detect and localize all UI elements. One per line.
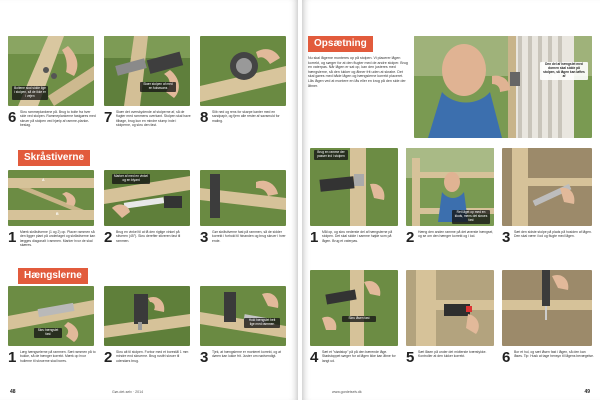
section-header-skraastiverne: Skråstiverne <box>18 150 90 166</box>
caption-step-7: Skær det overskydende af stolperne af, så de flugter med rammens overkant. Stolpen skal have tilbage, brug kun en mindre stump inde i stolperne, og skru den fast. <box>116 110 191 127</box>
caption-setup-2: Hæng den anden ramme på det øverste hængsel, og se om den hænger korrekt og i lod. <box>418 230 494 239</box>
left-page <box>0 0 298 400</box>
caption-hinge-1: Læg hængselerne på rammen. Sæt rammen på to bukke, så de hænger korrekt. Mærk op hvor hullerne til skruerne skal bores. <box>20 350 96 363</box>
tag-step-6: Boltene skal sidde lige i stolpen, så de ikke er i vejen <box>12 86 48 100</box>
page-number-right: 49 <box>584 389 590 395</box>
section-header-haengslerne: Hængslerne <box>18 268 88 284</box>
photo-hinge-2 <box>104 286 190 346</box>
caption-step-8: Slib ned og rens for skarpe kanter med en sandpapir, og fjern alle rester af savsmuld for maling. <box>212 110 280 123</box>
photo-brace-1 <box>8 170 94 226</box>
photo-step-7 <box>104 36 190 106</box>
callout-hinge: Den del af hængslet med dornen skal sidde på stolpen, så lågen kan løftes af <box>540 62 588 80</box>
caption-setup-3: Sæt den sidste stolpe på plads på hosiden af lågen. Den skal være i lod og flugte med lågen. <box>514 230 592 239</box>
step-num-brace-2: 2 <box>104 229 113 246</box>
intro-text: Nu skal lågerne monteres op på stolpen. Vi placerer lågen korrekt, og sørger for at den flugter med de andre stolper. Brug en vaterpas. Når lågen er sat op, kan den justeres med hængslerne, så den lukker og åbner frit uden at skrabe. Det skal gøres med både lågen og hængslerne korrekt placeret. Lås lågen ved at montere en lås eller en krog på den side der åbner. <box>308 56 408 88</box>
caption-brace-1: Mærk skråstiverne (1 og 2) op. Placer rammen så den ligger plant på underlaget og skråstiverne kan lægges diagonalt i rammen. Marker hvor de skal skæres. <box>20 230 96 247</box>
step-num-7: 7 <box>104 109 113 126</box>
photo-hinge-3 <box>200 286 286 346</box>
photo-brace-3 <box>200 170 286 226</box>
photo-setup-5 <box>406 270 494 346</box>
step-num-setup-1: 1 <box>310 229 319 246</box>
caption-setup-4: Sæt et "stødstop" på på den bærende låge. Stødstoppet sørger for at lågen ikke kan åbne for langt ud. <box>322 350 396 363</box>
step-num-setup-5: 5 <box>406 349 415 366</box>
section-header-opsaetning: Opsætning <box>308 36 373 52</box>
caption-setup-5: Sæt låsen på under det midterste tværstykke. Kontroller at den lukker korrekt. <box>418 350 487 359</box>
tag-setup-1: Brug en ramme der passer ind i stolpen <box>314 150 348 160</box>
tag-brace-2: Marker af med en vinkel og en blyant <box>114 174 149 182</box>
step-num-setup-4: 4 <box>310 349 319 366</box>
photo-setup-4 <box>310 270 398 346</box>
caption-hinge-3: Tjek, at hængslerne er monteret korrekt, og at døren kan lukke frit. Juster om nødvendigt. <box>212 350 281 359</box>
step-num-brace-1: 1 <box>8 229 17 246</box>
step-num-hinge-3: 3 <box>200 349 209 366</box>
photo-opsaetning-main <box>414 36 592 138</box>
tag-setup-4: Skru låsen fast <box>342 316 376 322</box>
tag-setup-2: Ret låget op med en klods, mens det skrues fast <box>452 210 490 224</box>
page-number-left: 48 <box>10 389 16 395</box>
photo-setup-3 <box>502 148 592 226</box>
step-num-setup-6: 6 <box>502 349 511 366</box>
step-num-brace-3: 3 <box>200 229 209 246</box>
caption-brace-2: Brug en vinkel til at få den rigtige vinkel på stiveren (45°). Skru derefter stiveren fast til rammen. <box>116 230 181 243</box>
step-num-6: 6 <box>8 109 17 126</box>
footer-right: www.gordetselv.dk <box>332 390 362 394</box>
step-num-hinge-2: 2 <box>104 349 113 366</box>
caption-brace-3: Gør skråstiverne fast på rammen, så de sidder korrekt i forhold til hinanden og brug skruer i hver ende. <box>212 230 286 243</box>
step-num-setup-3: 3 <box>502 229 511 246</box>
photo-setup-6 <box>502 270 592 346</box>
step-num-setup-2: 2 <box>406 229 415 246</box>
label-b: B <box>56 212 59 216</box>
caption-step-6: Skru rammeplankene på. Brug to bolte fra hver side ved stolpen. Rammeplankerne fastgøres med skruer på stolpen ved hjælp af ramme-planke-beslag. <box>20 110 96 127</box>
caption-hinge-2: Skru alt til stolpen. Forbor med et borestål 1 mm mindre end skruerne. Brug rustfri skruer til udendørs brug. <box>116 350 189 363</box>
step-num-hinge-1: 1 <box>8 349 17 366</box>
caption-setup-6: Bor et hul, og sæt låsen fast i lågen, så den kan låses. Tip: Husk at tage hensyn til lågens bevægelse. <box>514 350 594 359</box>
tag-hinge-1: Skru hængslet fast <box>34 328 62 338</box>
photo-step-8 <box>200 36 286 106</box>
footer-left: Gør-det-selv · 2014 <box>112 390 144 394</box>
tag-hinge-3: Hold hængslet helt lige med rammen <box>244 318 280 328</box>
label-a: A <box>42 178 45 182</box>
right-page <box>302 0 600 400</box>
tag-step-7: Skær stolpen af med en fukssvans <box>140 82 176 92</box>
caption-setup-1: Mål op, og skru nederste del af hængslerne på stolpen. Det skal sidde i samme højde som på lågen. Brug et vaterpas. <box>322 230 393 243</box>
step-num-8: 8 <box>200 109 209 126</box>
